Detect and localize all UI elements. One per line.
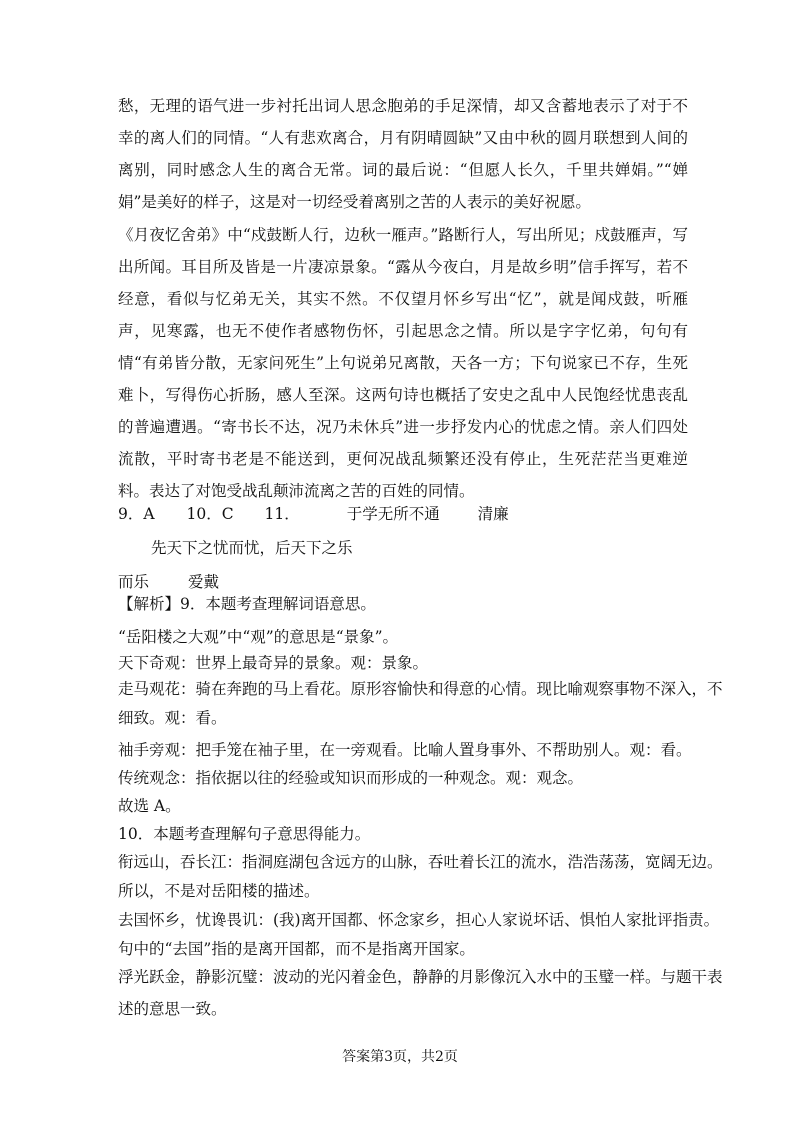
answer-11-blank-1: 于学无所不通 xyxy=(346,505,440,523)
answer-9: 9．A xyxy=(118,505,155,523)
answer-11-blank-3: 先天下之忧而忧，后天下之乐 xyxy=(151,539,353,557)
analysis-line: 【解析】9．本题考查理解词语意思。 xyxy=(118,595,376,613)
paragraph-shuidiaogetou-analysis: 愁，无理的语气进一步衬托出词人思念胞弟的手足深情，却又含蓄地表示了对于不幸的离人们的同情。“人有悲欢离合，月有阴晴圆缺”又由中秋的圆月联想到人间的离别，同时感念人生的离合无常。词的最后说：“但愿人长久，千里共婵娟。”“婵娟”是美好的样子，这是对一切经受着离别之苦的人表示的美好祝愿。 xyxy=(118,97,688,211)
analysis-line: 述的意思一致。 xyxy=(118,1000,227,1018)
analysis-line: 天下奇观：世界上最奇异的景象。观：景象。 xyxy=(118,654,429,672)
analysis-line: 所以，不是对岳阳楼的描述。 xyxy=(118,882,320,900)
analysis-line: 细致。观：看。 xyxy=(118,709,227,727)
answer-11-blank-2: 清廉 xyxy=(477,505,509,523)
answer-10: 10．C xyxy=(186,505,234,523)
analysis-line: 衔远山，吞长江：指洞庭湖包含远方的山脉，吞吐着长江的流水，浩浩荡荡，宽阔无边。 xyxy=(118,853,723,871)
answer-11-blank-4: 爱戴 xyxy=(187,573,219,591)
analysis-line: “岳阳楼之大观”中“观”的意思是“景象”。 xyxy=(118,628,399,646)
page-footer: 答案第3页，共2页 xyxy=(342,1049,458,1065)
analysis-line: 故选 A。 xyxy=(118,797,181,815)
paragraph-yueyeyisheди-analysis: 《月夜忆舍弟》中“戍鼓断人行，边秋一雁声。”路断行人，写出所见；戍鼓雁声，写出所闻。耳目所及皆是一片凄凉景象。“露从今夜白，月是故乡明”信手挥写，若不经意，看似与忆弟无关，其实不然。不仅望月怀乡写出“忆”，就是闻戍鼓，听雁声，见寒露，也无不使作者感物伤怀，引起思念之情。所以是字字忆弟，句句有情“有弟皆分散，无家问死生”上句说弟兄离散，天各一方；下句说家已不存，生死难卜，写得伤心折肠，感人至深。这两句诗也概括了安史之乱中人民饱经忧患丧乱的普遍遭遇。“寄书长不达，况乃未休兵”进一步抒发内心的忧虑之情。亲人们四处流散，平时寄书老是不能送到，更何况战乱频繁还没有停止，生死茫茫当更难逆料。表达了对饱受战乱颠沛流离之苦的百姓的同情。 xyxy=(118,226,688,500)
analysis-line: 浮光跃金，静影沉璧：波动的光闪着金色，静静的月影像沉入水中的玉璧一样。与题干表 xyxy=(118,968,723,986)
analysis-line: 传统观念：指依据以往的经验或知识而形成的一种观念。观：观念。 xyxy=(118,769,584,787)
analysis-line: 走马观花：骑在奔跑的马上看花。原形容愉快和得意的心情。现比喻观察事物不深入，不 xyxy=(118,680,723,698)
analysis-line: 10．本题考查理解句子意思得能力。 xyxy=(118,825,371,843)
answer-line xyxy=(118,497,698,599)
analysis-line: 句中的“去国”指的是离开国都，而不是指离开国家。 xyxy=(118,940,475,958)
analysis-line: 去国怀乡，忧谗畏讥：(我)离开国都、怀念家乡，担心人家说坏话、惧怕人家批评指责。 xyxy=(118,911,720,929)
answer-11-blank-3-continued: 而乐 xyxy=(118,573,150,591)
analysis-line: 袖手旁观：把手笼在袖子里，在一旁观看。比喻人置身事外、不帮助别人。观：看。 xyxy=(118,741,692,759)
answer-11-number: 11． xyxy=(264,505,300,523)
